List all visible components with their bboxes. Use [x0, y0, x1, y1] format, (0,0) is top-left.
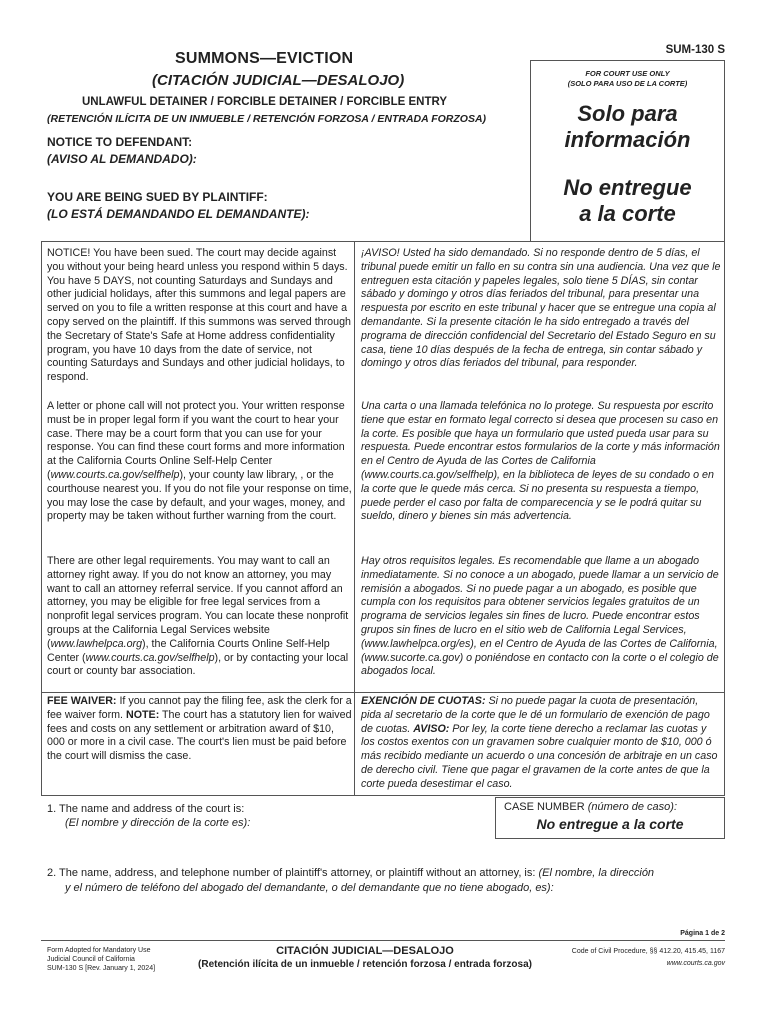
- form-subtitle: (CITACIÓN JUDICIAL—DESALOJO): [152, 72, 405, 89]
- plaintiff-attorney-label: 2. The name, address, and telephone number of plaintiff's attorney, or plaintiff without an attorney, is:: [47, 867, 539, 879]
- case-number-value: No entregue a la corte: [536, 816, 684, 832]
- fee-waiver-text-b: The court has a statutory lien for waived fees and costs on any settlement or arbitration award of $10, 000 or more in a civil case. The court's lien must be paid before the court will dismiss the case.: [47, 708, 352, 763]
- notice-to-defendant: [47, 134, 197, 168]
- case-number-label: [496, 798, 724, 813]
- letter-en-text-b: ), your county law library, , or the courthouse nearest you. If you do not file your response on time, you may lose the case by default, and your wages, money, and property may be taken without further warning from the court.: [47, 468, 352, 523]
- letter-es: Una carta o una llamada telefónica no lo protege. Su respuesta por escrito tiene que estar en formato legal correcto si desea que procesen su caso en la corte. Es posible que haya un formulario que usted pueda usar para su respuesta. Puede encontrar estos formularios de la corte y más información en el Centro de Ayuda de las Cortes de California (www.courts.ca.gov/selfhelp), en la biblioteca de leyes de su condado o en la corte que le quede más cerca. Si no presenta su respuesta a tiempo, puede perder el caso por falta de comparecencia y se le podrá quitar su sueldo, dinero y bienes sin más advertencia.: [361, 400, 720, 523]
- sued-by-plaintiff: [47, 189, 309, 223]
- footer-title: [180, 945, 550, 970]
- fee-waiver-es-aviso-label: AVISO:: [413, 722, 450, 735]
- court-use-label-en: FOR COURT USE ONLY: [585, 69, 670, 78]
- footer-code-citation: Code of Civil Procedure, §§ 412.20, 415.45, 1167: [571, 948, 725, 955]
- legal-req-en-text-c: ), or by contacting your local court or county bar association.: [47, 651, 349, 678]
- court-name-address-field[interactable]: [47, 802, 250, 830]
- footer-title-main: CITACIÓN JUDICIAL—DESALOJO: [276, 945, 454, 957]
- footer-title-sub: (Retención ilícita de un inmueble / retención forzosa / entrada forzosa): [198, 959, 532, 970]
- case-types: UNLAWFUL DETAINER / FORCIBLE DETAINER / FORCIBLE ENTRY: [82, 96, 448, 108]
- letter-en: [47, 400, 353, 524]
- fee-waiver-divider: [41, 692, 725, 693]
- plaintiff-attorney-field[interactable]: [47, 866, 727, 895]
- court-use-label-es: (SOLO PARA USO DE LA CORTE): [567, 79, 688, 88]
- selfhelp-link[interactable]: www.courts.ca.gov/selfhelp: [50, 468, 180, 481]
- footer-adopted-line1: Form Adopted for Mandatory Use: [47, 947, 151, 954]
- case-number-box[interactable]: [495, 797, 725, 839]
- do-not-file-line2: a la corte: [579, 201, 676, 226]
- selfhelp-link-2[interactable]: www.courts.ca.gov/selfhelp: [85, 651, 215, 664]
- plaintiff-attorney-label-es-b: y el número de teléfono del abogado del demandante, o del demandante que no tiene abogado, es):: [65, 881, 554, 894]
- case-types-es: (RETENCIÓN ILÍCITA DE UN INMUEBLE / RETENCIÓN FORZOSA / ENTRADA FORZOSA): [47, 113, 487, 125]
- legal-req-en: [47, 555, 353, 679]
- form-id: SUM-130 S: [665, 44, 725, 56]
- legal-req-en-text-b: ), the California Courts Online Self-Help Center (: [47, 637, 330, 664]
- court-name-address-label-es: (El nombre y dirección de la corte es):: [65, 817, 251, 829]
- fee-waiver-es-text-a: Si no puede pagar la cuota de presentación, pida al secretario de la corte que le dé un formulario de exención de pago de cuotas.: [361, 695, 710, 735]
- legal-req-en-text-a: There are other legal requirements. You may want to call an attorney right away. If you do not know an attorney, you may want to call an attorney referral service. If you cannot afford an attorney, you may be eligible for free legal services from a nonprofit legal services program. You can locate these nonprofit groups at the California Legal Services website (: [47, 555, 349, 650]
- footer-adopted-line3: SUM-130 S [Rev. January 1, 2024]: [47, 965, 156, 972]
- letter-en-text-a: A letter or phone call will not protect you. Your written response must be in proper legal form if you want the court to hear your case. There may be a court form that you can use for your response. You can find these court forms and more information at the California Courts Online Self-Help Center (: [47, 400, 345, 481]
- column-divider: [354, 241, 355, 796]
- legal-req-es: Hay otros requisitos legales. Es recomendable que llame a un abogado inmediatamente. Si no conoce a un abogado, puede llamar a un servicio de remisión a abogados. Si no puede pagar a un abogado, es posible que cumpla con los requisitos para obtener servicios legales gratuitos de un programa de servicios legales sin fines de lucro. Puede encontrar estos grupos sin fines de lucro en el sitio web de California Legal Services, (www.lawhelpca.org/es), en el Centro de Ayuda de las Cortes de California, (www.sucorte.ca.gov) o poniéndose en contacto con la corte o el colegio de abogados local.: [361, 555, 719, 678]
- fee-waiver-es-label: EXENCIÓN DE CUOTAS:: [361, 695, 486, 707]
- page-number: Página 1 de 2: [680, 930, 725, 937]
- notice-es: ¡AVISO! Usted ha sido demandado. Si no responde dentro de 5 días, el tribunal puede emitir un fallo en su contra sin una audiencia. Una vez que le entreguen esta citación y papeles legales, solo tiene 5 DÍAS, sin contar sábado y domingo y otros días feriados del tribunal, para presentar una respuesta por escrito en este tribunal y hacer que se entregue una copia al demandante. Si la presente citación le ha sido entregado a través del programa de dirección confidencial del Secretario del Estado Seguro en su casa, tiene 10 días después de la fecha de entrega, sin contar sábado y domingo y otros días feriados del tribunal, para responder.: [361, 247, 721, 370]
- do-not-file-stamp: [531, 175, 724, 227]
- fee-waiver-note-label: NOTE:: [126, 708, 160, 721]
- footer-url-link[interactable]: www.courts.ca.gov: [666, 960, 725, 967]
- form-title: SUMMONS—EVICTION: [175, 50, 354, 67]
- fee-waiver-label: FEE WAIVER:: [47, 695, 117, 707]
- fee-waiver-text-a: If you cannot pay the filing fee, ask the clerk for a fee waiver form.: [47, 695, 352, 721]
- court-name-address-label: 1. The name and address of the court is:: [47, 803, 245, 815]
- footer-adopted: [47, 946, 155, 973]
- court-use-label: [531, 69, 724, 89]
- footer-rule: [41, 940, 725, 941]
- plaintiff-attorney-label-es-a: (El nombre, la dirección: [538, 867, 655, 879]
- fee-waiver-es-text-b: Por ley, la corte tiene derecho a reclamar las cuotas y los costos exentos con un gravamen sobre cualquier monto de $10, 000 ó más recibido mediante un acuerdo o una concesión de arbitraje en un caso de derecho civil. Tiene que pagar el gravamen de la corte antes de que la corte pueda desestimar el caso.: [361, 722, 718, 790]
- footer-adopted-line2: Judicial Council of California: [47, 956, 135, 963]
- sued-by-label: YOU ARE BEING SUED BY PLAINTIFF:: [47, 190, 268, 204]
- lawhelp-link[interactable]: www.lawhelpca.org: [50, 637, 143, 650]
- case-number-label-es: (número de caso):: [587, 801, 678, 813]
- notice-to-defendant-label-es: (AVISO AL DEMANDADO):: [47, 152, 197, 166]
- info-only-line1: Solo para: [577, 101, 678, 126]
- fee-waiver-en: [47, 695, 353, 764]
- notice-to-defendant-label: NOTICE TO DEFENDANT:: [47, 135, 193, 149]
- sued-by-label-es: (LO ESTÁ DEMANDANDO EL DEMANDANTE):: [47, 207, 310, 221]
- info-only-line2: información: [564, 127, 691, 152]
- notice-en: NOTICE! You have been sued. The court may decide against you without your being heard unless you respond within 5 days. You have 5 DAYS, not counting Saturdays and Sundays and other judicial holidays, after this summons and legal papers are served on you to file a written response at this court and have a copy served on the plaintiff. If this summons was served through the Secretary of State's Safe at Home address confidentiality program, you have 10 days from the date of service, not counting Saturdays and Sundays and other judicial holidays, to respond.: [47, 247, 351, 384]
- court-use-box: [530, 60, 725, 242]
- case-number-label-en: CASE NUMBER: [504, 801, 588, 813]
- fee-waiver-es: [361, 695, 721, 792]
- info-only-stamp: [531, 101, 724, 153]
- do-not-file-line1: No entregue: [563, 175, 692, 200]
- footer-code: [572, 946, 725, 970]
